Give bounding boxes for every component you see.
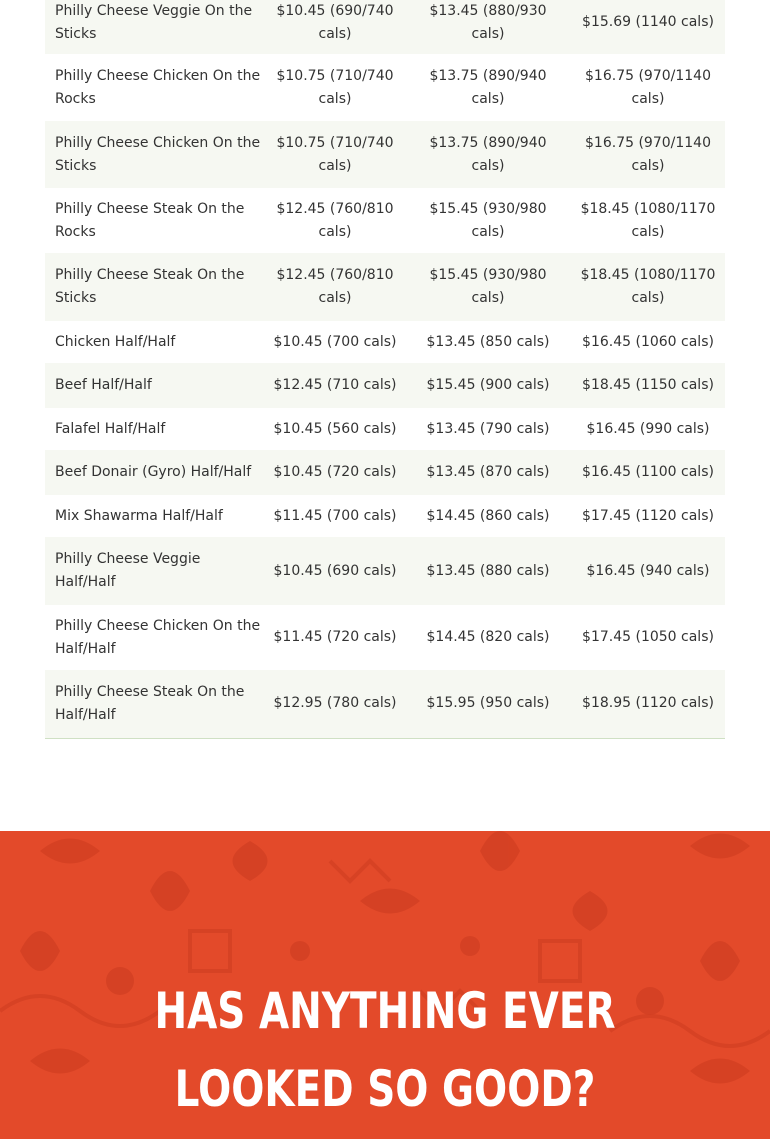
price-small-cell: $12.45 (760/810 cals) bbox=[265, 253, 405, 321]
price-large-cell: $18.95 (1120 cals) bbox=[571, 670, 725, 738]
price-large-cell: $16.75 (970/1140 cals) bbox=[571, 54, 725, 121]
item-name-cell: Mix Shawarma Half/Half bbox=[45, 495, 265, 537]
menu-table-body bbox=[45, 0, 725, 738]
price-regular-cell: $13.75 (890/940 cals) bbox=[405, 121, 571, 188]
table-row bbox=[45, 605, 725, 670]
price-large-cell: $16.45 (990 cals) bbox=[571, 408, 725, 450]
price-small-cell: $10.45 (700 cals) bbox=[265, 321, 405, 363]
price-small-cell: $10.45 (690 cals) bbox=[265, 537, 405, 605]
banner-heading: HAS ANYTHING EVER LOOKED SO GOOD? bbox=[154, 982, 616, 1118]
price-small-cell: $12.45 (710 cals) bbox=[265, 363, 405, 408]
table-row bbox=[45, 188, 725, 253]
item-name-cell: Philly Cheese Veggie On the Sticks bbox=[45, 0, 265, 54]
price-regular-cell: $15.45 (930/980 cals) bbox=[405, 253, 571, 321]
item-name-cell: Falafel Half/Half bbox=[45, 408, 265, 450]
price-regular-cell: $14.45 (820 cals) bbox=[405, 605, 571, 670]
price-regular-cell: $13.45 (880/930 cals) bbox=[405, 0, 571, 54]
price-regular-cell: $15.45 (930/980 cals) bbox=[405, 188, 571, 253]
item-name-cell: Beef Half/Half bbox=[45, 363, 265, 408]
price-regular-cell: $14.45 (860 cals) bbox=[405, 495, 571, 537]
table-row bbox=[45, 408, 725, 450]
price-large-cell: $15.69 (1140 cals) bbox=[571, 0, 725, 54]
price-small-cell: $10.45 (690/740 cals) bbox=[265, 0, 405, 54]
price-regular-cell: $15.95 (950 cals) bbox=[405, 670, 571, 738]
item-name-cell: Philly Cheese Veggie Half/Half bbox=[45, 537, 265, 605]
table-row bbox=[45, 450, 725, 495]
table-row bbox=[45, 321, 725, 363]
price-regular-cell: $15.45 (900 cals) bbox=[405, 363, 571, 408]
item-name-cell: Chicken Half/Half bbox=[45, 321, 265, 363]
price-large-cell: $17.45 (1050 cals) bbox=[571, 605, 725, 670]
item-name-cell: Philly Cheese Steak On the Half/Half bbox=[45, 670, 265, 738]
price-large-cell: $18.45 (1150 cals) bbox=[571, 363, 725, 408]
table-row bbox=[45, 537, 725, 605]
item-name-cell: Beef Donair (Gyro) Half/Half bbox=[45, 450, 265, 495]
price-regular-cell: $13.45 (870 cals) bbox=[405, 450, 571, 495]
item-name-cell: Philly Cheese Steak On the Sticks bbox=[45, 253, 265, 321]
price-small-cell: $11.45 (700 cals) bbox=[265, 495, 405, 537]
price-large-cell: $18.45 (1080/1170 cals) bbox=[571, 188, 725, 253]
price-regular-cell: $13.45 (880 cals) bbox=[405, 537, 571, 605]
price-large-cell: $16.45 (940 cals) bbox=[571, 537, 725, 605]
table-row bbox=[45, 363, 725, 408]
price-small-cell: $12.45 (760/810 cals) bbox=[265, 188, 405, 253]
price-regular-cell: $13.75 (890/940 cals) bbox=[405, 54, 571, 121]
item-name-cell: Philly Cheese Chicken On the Half/Half bbox=[45, 605, 265, 670]
table-row bbox=[45, 495, 725, 537]
item-name-cell: Philly Cheese Chicken On the Rocks bbox=[45, 54, 265, 121]
price-small-cell: $10.45 (560 cals) bbox=[265, 408, 405, 450]
price-small-cell: $10.75 (710/740 cals) bbox=[265, 121, 405, 188]
price-small-cell: $12.95 (780 cals) bbox=[265, 670, 405, 738]
price-large-cell: $18.45 (1080/1170 cals) bbox=[571, 253, 725, 321]
table-row bbox=[45, 670, 725, 738]
table-row bbox=[45, 121, 725, 188]
price-large-cell: $17.45 (1120 cals) bbox=[571, 495, 725, 537]
item-name-cell: Philly Cheese Chicken On the Sticks bbox=[45, 121, 265, 188]
price-regular-cell: $13.45 (790 cals) bbox=[405, 408, 571, 450]
table-row bbox=[45, 0, 725, 54]
price-small-cell: $10.45 (720 cals) bbox=[265, 450, 405, 495]
price-large-cell: $16.45 (1100 cals) bbox=[571, 450, 725, 495]
table-row bbox=[45, 253, 725, 321]
price-small-cell: $10.75 (710/740 cals) bbox=[265, 54, 405, 121]
item-name-cell: Philly Cheese Steak On the Rocks bbox=[45, 188, 265, 253]
table-row bbox=[45, 54, 725, 121]
price-regular-cell: $13.45 (850 cals) bbox=[405, 321, 571, 363]
menu-price-table-container bbox=[45, 0, 725, 739]
price-small-cell: $11.45 (720 cals) bbox=[265, 605, 405, 670]
menu-price-table bbox=[45, 0, 725, 739]
price-large-cell: $16.75 (970/1140 cals) bbox=[571, 121, 725, 188]
price-large-cell: $16.45 (1060 cals) bbox=[571, 321, 725, 363]
